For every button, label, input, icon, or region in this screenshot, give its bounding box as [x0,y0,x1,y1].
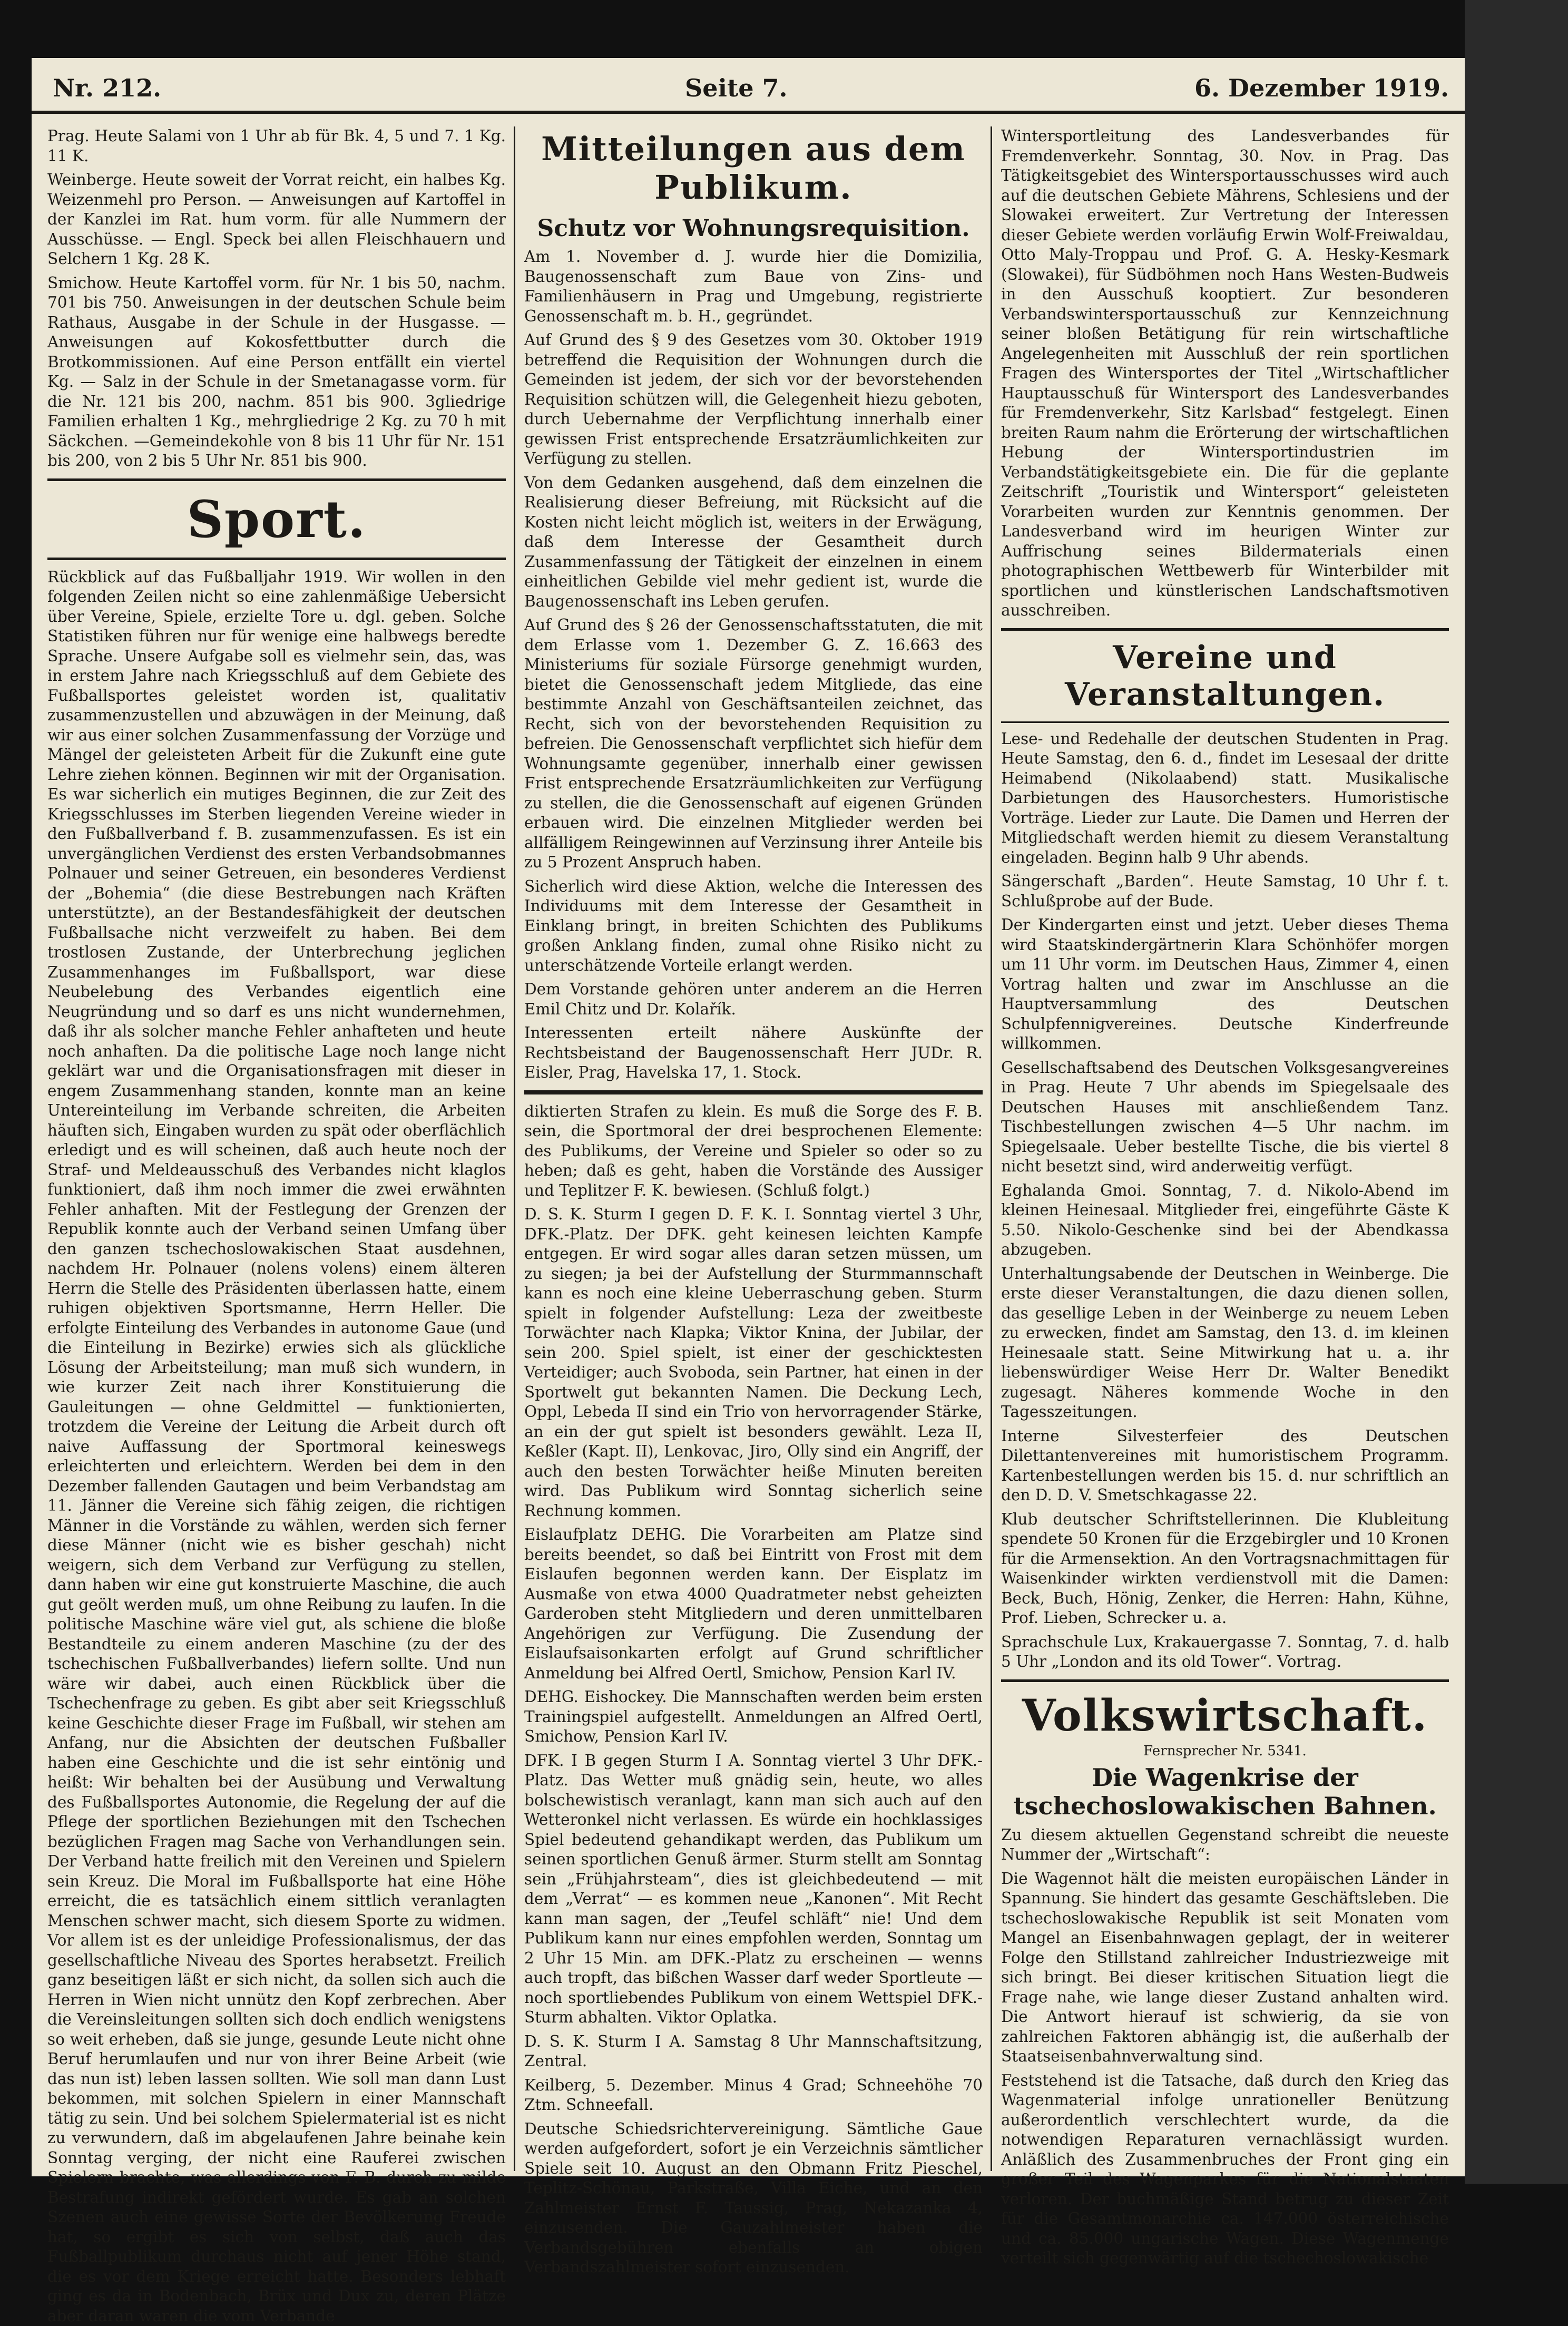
economy-paragraph: Zu diesem aktuellen Gegenstand schreibt die neueste Nummer der „Wirtschaft“: [1001,1825,1449,1865]
housing-paragraph: Dem Vorstande gehören unter anderem an die Herren Emil Chitz und Dr. Kolařík. [524,980,983,1019]
column-1 [47,126,506,2171]
scan-edge [1465,0,1568,2184]
wagon-crisis-title: Die Wagenkrise der tschechoslowakischen Bahnen. [1001,1763,1449,1820]
header-rule [32,111,1465,114]
issue-date: 6. Dezember 1919. [1194,74,1449,102]
issue-number: Nr. 212. [53,74,161,102]
section-divider [524,1090,983,1094]
housing-paragraph: Auf Grund des § 9 des Gesetzes vom 30. Oktober 1919 betreffend die Requisition der Wohnungen durch die Gemeinden ist jedem, der sich vor der bevorstehenden Requisition schützen will, die Gelegenheit hiezu geboten, durch Uebernahme der Verpflichtung innerhalb einer gewissen Frist entsprechende Ersatzräumlichkeiten zur Verfügung zu stellen. [524,330,983,469]
notice-prag: Prag. Heute Salami von 1 Uhr ab für Bk. 4, 5 und 7. 1 Kg. 11 K. [47,126,506,166]
housing-paragraph: Am 1. November d. J. wurde hier die Domizilia, Baugenossenschaft zum Baue von Zins- und Familienhäusern in Prag und Umgebung, registrierte Genossenschaft m. b. H., gegründet. [524,247,983,326]
housing-paragraph: Auf Grund des § 26 der Genossenschaftsstatuten, die mit dem Erlasse vom 1. Dezember G. Z. 16.663 des Ministeriums für soziale Fürsorge genehmigt wurden, bietet die Genossenschaft jedem Mitgliede, das eine bestimmte Anzahl von Geschäftsanteilen zeichnet, das Recht, sich von der bevorstehenden Requisition zu befreien. Die Genossenschaft verpflichtet sich hiefür dem Wohnungsamte gegenüber, innerhalb einer gewissen Frist entsprechende Ersatzräumlichkeiten zur Verfügung zu stellen, die die Genossenschaft auf eigenen Gründen erbauen wird. Die einzelnen Mitglieder werden bei allfälligem Reingewinnen auf Verzinsung ihrer Anteile bis zu 5 Prozent Anspruch haben. [524,615,983,873]
page-number: Seite 7. [685,74,788,102]
sport-item: D. S. K. Sturm I A. Samstag 8 Uhr Mannschaftsitzung, Zentral. [524,2032,983,2071]
event-item: Unterhaltungsabende der Deutschen in Weinberge. Die erste dieser Veranstaltungen, die dazu dienen sollen, das gesellige Leben in der Weinberge zu neuem Leben zu erwecken, findet am Samstag, den 13. d. im kleinen Heinesaale statt. Seine Mitwirkung hat u. a. ihr liebenswürdiger Weise Herr Dr. Walter Benedikt zugesagt. Näheres kommende Woche in den Tagesszeitungen. [1001,1264,1449,1422]
food-notices [47,126,506,471]
event-item: Lese- und Redehalle der deutschen Studenten in Prag. Heute Samstag, den 6. d., findet im Lesesaal der dritte Heimabend (Nikolaabend) statt. Musikalische Darbietungen des Hausorchesters. Humoristische Vorträge. Lieder zur Laute. Die Damen und Herren der Mitgliedschaft werden hiemit zu diesem Veranstaltung eingeladen. Beginn halb 9 Uhr abends. [1001,729,1449,868]
economy-paragraph: Feststehend ist die Tatsache, daß durch den Krieg das Wagenmaterial infolge unrationeller Benützung außerordentlich verschlechtert wurde, da die notwendigen Reparaturen vernachlässigt wurden. Anläßlich des Zusammenbruches der Front ging ein großer Teil des Wagenparkes für die Nationalstaaten verloren. Der buchmäßige Stand betrug zu dieser Zeit für die Gesamtmonarchie ca. 147.000 österreichische und ca. 85.000 ungarische Wagen. Diese Wagenmenge verteilt sich gegenwärtig auf die tschechoslowakische [1001,2071,1449,2269]
sport-article: Rückblick auf das Fußballjahr 1919. Wir wollen in den folgenden Zeilen nicht so eine zahlenmäßige Uebersicht über Vereine, Spiele, erzielte Tore u. dgl. geben. Solche Statistiken führen nur für wenige eine halbwegs beredte Sprache. Unsere Aufgabe soll es vielmehr sein, das, was in erstem Jahre nach Kriegsschluß auf dem Gebiete des Fußballsportes geleistet worden ist, qualitativ zusammenzustellen und abzuwägen in der Meinung, daß wir aus einer solchen Zusammenfassung der Vorzüge und Mängel der geleisteten Arbeit für die Zukunft eine gute Lehre ziehen können. Beginnen wir mit der Organisation. Es war sicherlich ein mutiges Beginnen, die zur Zeit des Kriegsschlusses im Sterben liegenden Vereine wieder in den Fußballverband f. B. zusammenzufassen. Es ist ein unvergänglichen Verdienst des ersten Verbandsobmannes Polnauer und seiner Getreuen, ein besonderes Verdienst der „Bohemia“ (die diese Bestrebungen nach Kräften unterstützte), an der Bestandesfähigkeit der deutschen Fußballsache nicht verzweifelt zu haben. Bei dem trostlosen Zustande, der Unterbrechung jeglichen Zusammenhanges im Fußballsport, war diese Neubelebung des Verbandes eigentlich eine Neugründung und so darf es uns nicht wundernehmen, daß ihr als solcher manche Fehler anhafteten und heute noch anhaften. Da die politische Lage noch lange nicht geklärt war und die Organisationsfragen mit dieser in engem Zusammenhang standen, konnte man an keine Untereinteilung im Verbande schreiten, die Arbeiten häuften sich, Eingaben wurden zu spät oder oberflächlich erledigt und es will scheinen, daß auch heute noch der Straf- und Meldeausschuß des Verbandes nicht klaglos funktioniert, daß ihm noch immer die zwei erwähnten Fehler anhaften. Mit der Festlegung der Grenzen der Republik konnte auch der Verband seinen Umfang über den ganzen tschechoslowakischen Staat ausdehnen, nachdem Hr. Polnauer (nolens volens) einem älteren Herrn die Stelle des Präsidenten überlassen hatte, einem ruhigen objektiven Sportsmanne, Herrn Heller. Die erfolgte Einteilung des Verbandes in autonome Gaue (und die Einteilung in Bezirke) erwies sich als glückliche Lösung der Arbeitsteilung; man muß sich wundern, in wie kurzer Zeit nach ihrer Konstituierung die Gauleitungen — ohne Geldmittel — funktionierten, trotzdem die Vereine der Leitung die Arbeit durch oft naive Auffassung der Sportmoral keineswegs erleichterten und erleichtern. Werden bei dem in den Dezember fallenden Gautagen und beim Verbandstag am 11. Jänner die Vereine sich fähig zeigen, die richtigen Männer in die Vorstände zu wählen, werden sich ferner diese Männer (nicht wie es bisher geschah) nicht weigern, sich dem Verband zur Verfügung zu stellen, dann haben wir eine gut konstruierte Maschine, die auch gut geölt werden muß, um ohne Reibung zu laufen. In die politische Maschine wäre viel gut, als schiene die bloße Bestandteile zu einem anderen Maschine (zu der des tschechischen Fußballverbandes) liefern sollte. Und nun wäre wir dabei, auch einen Rückblick über die Tschechenfrage zu geben. Es gibt aber seit Kriegsschluß keine Geschichte dieser Frage im Fußball, wir stehen am Anfang, nur die Absichten der deutschen Fußballer haben eine Geschichte und die ist sehr eintönig und heißt: Wir behalten bei der Ausübung und Verwaltung des Fußballsportes Autonomie, die Regelung der auf die Pflege der sportlichen Beziehungen mit den Tschechen bezüglichen Fragen mag Sache von Verhandlungen sein. Der Verband hatte freilich mit den Vereinen und Spielern sein Kreuz. Die Moral im Fußballsporte hat eine Höhe erreicht, die es tatsächlich einem sittlich veranlagten Menschen schwer macht, sich diesem Sporte zu widmen. Vor allem ist es der unleidige Professionalismus, der das gesellschaftliche Niveau des Sportes herabsetzt. Freilich ganz beseitigen läßt er sich nicht, da sollen sich auch die Herren in Wien nicht unnütz den Kopf zerbrechen. Aber die Vereinsleitungen sollten sich doch endlich wenigstens so weit erheben, daß sie junge, gesunde Leute nicht ohne Beruf herumlaufen und nur von ihrer Beine Arbeit (wie das nun ist) leben lassen sollten. Wie soll man dann Lust bekommen, mit solchen Spielern in einer Mannschaft tätig zu sein. Und bei solchem Spielermaterial ist es nicht zu verwundern, daß im abgelaufenen Jahre beinahe kein Sonntag verging, der nicht eine Rauferei zwischen Spielern brachte, was allerdings von F. B. durch zu milde Bestrafung indirekt gefördert wurde. Es gab an solchen Szenen auch eine gewisse Sorte der Bevölkerung Freude hat, so ergibt es sich von selbst, daß auch das Fußballpublikum durchaus nicht auf jener Höhe stand, die es vor dem Kriege erreicht hatte. Besonders lebhaft ging es da in Bodenbach, Brüx und Dux zu, deren Plätze aber daran waren die vom Verbande [47,568,506,2326]
vereine-heading: Vereine und Veranstaltungen. [1001,639,1449,713]
event-item: Gesellschaftsabend des Deutschen Volksgesangvereines in Prag. Heute 7 Uhr abends im Spiegelsaale des Deutschen Hauses mit anschließendem Tanz. Tischbestellungen zwischen 4—5 Uhr nachm. im Spiegelsaale. Ueber bestellte Tische, die bis viertel 8 nicht besetzt sind, wird anderweitig verfügt. [1001,1058,1449,1177]
column-rule [514,126,515,2171]
section-divider [47,558,506,560]
wintersport-notice: Wintersportleitung des Landesverbandes für Fremdenverkehr. Sonntag, 30. Nov. in Prag. Das Tätigkeitsgebiet des Wintersportausschusses wird auch auf die deutschen Gebiete Mährens, Schlesiens und der Slowakei erweitert. Zur Vertretung der Interessen dieser Gebiete werden vorläufig Erwin Wolf-Freiwaldau, Otto Maly-Troppau und Prof. G. A. Hesky-Kesmark (Slowakei), für Südböhmen noch Hans Westen-Budweis in den Ausschuß kooptiert. Zur besonderen Verbandswintersportausschuß zur Kennzeichnung seiner bloßen Betätigung für rein wirtschaftliche Angelegenheiten mit Ausschluß der rein sportlichen Fragen des Wintersportes der Titel „Wirtschaftlicher Hauptausschuß für Wintersport des Landesverbandes für Fremdenverkehr, Sitz Karlsbad“ festgelegt. Einen breiten Raum nahm die Erörterung der wirtschaftlichen Hebung der Wintersportindustrien im Verbandstätigkeitsgebiete ein. Die für die geplante Zeitschrift „Touristik und Wintersport“ geleisteten Vorarbeiten wurden zur Kenntnis genommen. Der Landesverband wird im heurigen Winter zur Auffrischung seines Bildermaterials einen photographischen Wettbewerb für Winterbilder mit sportlichen und künstlerischen Landschaftsmotiven ausschreiben. [1001,126,1449,621]
notice-weinberge: Weinberge. Heute soweit der Vorrat reicht, ein halbes Kg. Weizenmehl pro Person. — Anweisungen auf Kartoffel in der Kanzlei im Rat. hum vorm. für alle Nummern der Ausschüsse. — Engl. Speck bei allen Fleischhauern und Selchern 1 Kg. 28 K. [47,170,506,269]
column-2 [524,126,983,2171]
event-item: Der Kindergarten einst und jetzt. Ueber dieses Thema wird Staatskindergärtnerin Klara Schönhöfer morgen um 11 Uhr vorm. im Deutschen Haus, Zimmer 4, einen Vortrag halten und zwar im Anschlusse an die Hauptversammlung des Deutschen Schulpfennigvereines. Deutsche Kinderfreunde willkommen. [1001,915,1449,1054]
notice-smichow: Smichow. Heute Kartoffel vorm. für Nr. 1 bis 50, nachm. 701 bis 750. Anweisungen in der deutschen Schule beim Rathaus, Ausgabe in der Schule in der Husgasse. — Anweisungen auf Kokosfettbutter durch die Brotkommissionen. Auf eine Person entfällt ein viertel Kg. — Salz in der Schule in der Smetanagasse vorm. für die Nr. 121 bis 200, nachm. 851 bis 900. 3gliedrige Familien erhalten 1 Kg., mehrgliedrige 2 Kg. zu 70 h mit Säckchen. —Gemeindekohle von 8 bis 11 Uhr für Nr. 151 bis 200, von 2 bis 5 Uhr Nr. 851 bis 900. [47,273,506,471]
column-rule [991,126,992,2171]
sport-item: D. S. K. Sturm I gegen D. F. K. I. Sonntag viertel 3 Uhr, DFK.-Platz. Der DFK. geht keinesen leichten Kampfe entgegen. Er wird sogar alles daran setzen müssen, um zu siegen; ja bei der Aufstellung der Sturmmannschaft kann es noch eine kleine Ueberraschung geben. Sturm spielt in folgender Aufstellung: Leza der zweitbeste Torwächter nach Klapka; Viktor Knina, der Jubilar, der sein 200. Spiel spielt, ist einer der geschicktesten Verteidiger; auch Svoboda, sein Partner, hat einen in der Sportwelt gut bekannten Namen. Die Deckung Lech, Oppl, Lebeda II sind ein Trio von hervorragender Stärke, an ein der gut spielt ist besonders gewählt. Leza II, Keßler (Kapt. II), Lenkovac, Jiro, Olly sind ein Angriff, der auch den besten Torwächter heiße Minuten bereiten wird. Das Publikum wird Sonntag sicherlich seine Rechnung kommen. [524,1205,983,1521]
sport-item: DEHG. Eishockey. Die Mannschaften werden beim ersten Trainingspiel aufgestellt. Anmeldungen an Alfred Oertl, Smichow, Pension Karl IV. [524,1687,983,1747]
event-item: Sängerschaft „Barden“. Heute Samstag, 10 Uhr f. t. Schlußprobe auf der Bude. [1001,872,1449,911]
public-notices-heading: Mitteilungen aus dem Publikum. [524,130,983,207]
sport-item: Deutsche Schiedsrichtervereinigung. Sämtliche Gaue werden aufgefordert, sofort je ein Verzeichnis sämtlicher Spiele seit 10. August an den Obmann Fritz Pieschel, Teplitz-Schönau, Parkstraße, Villa Eiche, und an den Zahlmeister Ernst F. Taussig, Prag, Nekazanka 4, einzusenden. Die Gauzahlmeister haben die Verbandsgebühren ebenfalls an obigen Verbandszahlmeister sofort einzusenden. [524,2119,983,2278]
column-3 [1001,126,1449,2171]
section-divider [1001,721,1449,723]
section-divider [47,478,506,481]
housing-paragraph: Sicherlich wird diese Aktion, welche die Interessen des Individuums mit dem Interesse der Gesamtheit in Einklang bringt, in breiten Schichten des Publikums großen Anklang finden, zumal ohne Risiko nicht zu unterschätzende Vorteile erlangt werden. [524,877,983,976]
housing-article-title: Schutz vor Wohnungsrequisition. [524,215,983,242]
sport-heading: Sport. [47,490,506,549]
economy-paragraph: Die Wagennot hält die meisten europäischen Länder in Spannung. Sie hindert das gesamte Geschäftsleben. Die tschechoslowakische Republik ist seit Monaten vom Mangel an Eisenbahnwagen geplagt, der in weiterer Folge den Stillstand zahlreicher Industriezweige mit sich bringt. Bei dieser kritischen Situation liegt die Frage nahe, wie lange dieser Zustand anhalten wird. Die Antwort hierauf ist schwierig, da sie von zahlreichen Faktoren abhängig ist, die außerhalb der Staatseisenbahnverwaltung sind. [1001,1869,1449,2067]
newspaper-page [32,58,1465,2176]
sport-item: Keilberg, 5. Dezember. Minus 4 Grad; Schneehöhe 70 Ztm. Schneefall. [524,2076,983,2115]
event-item: Sprachschule Lux, Krakauergasse 7. Sonntag, 7. d. halb 5 Uhr „London and its old Tower“. Vortrag. [1001,1633,1449,1672]
section-divider [1001,1679,1449,1682]
event-item: Eghalanda Gmoi. Sonntag, 7. d. Nikolo-Abend im kleinen Heinesaal. Mitglieder frei, eingeführte Gäste K 5.50. Nikolo-Geschenke sind bei der Abendkassa abzugeben. [1001,1181,1449,1260]
sport-continued: diktierten Strafen zu klein. Es muß die Sorge des F. B. sein, die Sportmoral der drei besprochenen Elemente: des Publikums, der Vereine und Spieler so oder so zu heben; daß es geht, haben die Vorstände des Aussiger und Teplitzer F. K. bewiesen. (Schluß folgt.) [524,1102,983,1201]
housing-paragraph: Von dem Gedanken ausgehend, daß dem einzelnen die Realisierung dieser Befreiung, mit Rücksicht auf die Kosten nicht leicht möglich ist, weiters in der Erwägung, daß dem Interesse der Gesamtheit durch Zusammenfassung der Tätigkeit der einzelnen in einem einheitlichen Gebilde viel mehr gedient ist, wurde die Baugenossenschaft ins Leben gerufen. [524,473,983,612]
volkswirtschaft-heading: Volkswirtschaft. [1001,1690,1449,1741]
event-item: Klub deutscher Schriftstellerinnen. Die Klubleitung spendete 50 Kronen für die Erzgebirgler und 10 Kronen für die Armensektion. An den Vortragsnachmittagen für Waisenkinder wirkten verdienstvoll mit die Damen: Beck, Buch, Hönig, Zenker, die Herren: Hahn, Kühne, Prof. Lieben, Schrecker u. a. [1001,1510,1449,1628]
housing-paragraph: Interessenten erteilt nähere Auskünfte der Rechtsbeistand der Baugenossenschaft Herr JUDr. R. Eisler, Prag, Havelska 17, 1. Stock. [524,1023,983,1083]
sport-item: DFK. I B gegen Sturm I A. Sonntag viertel 3 Uhr DFK.-Platz. Das Wetter muß gnädig sein, heute, wo alles bolschewistisch veranlagt, kann man sich auch auf den Wetteronkel nicht verlassen. Es würde ein hochklassiges Spiel bedeutend gehandikapt werden, das Publikum um seinen sportlichen Genuß ärmer. Sturm stellt am Sonntag sein „Frühjahrsteam“, dies ist gleichbedeutend — mit dem „Verrat“ — es kommen neue „Kanonen“. Mit Recht kann man sagen, der „Teufel schläft“ nie! Und dem Publikum kann nur eines empfohlen werden, Sonntag um 2 Uhr 15 Min. am DFK.-Platz zu erscheinen — wenns auch tropft, das bißchen Wasser darf weder Sportleute — noch sportliebendes Publikum von einem Wettspiel DFK.-Sturm abhalten. Viktor Oplatka. [524,1751,983,2028]
sport-item: Eislaufplatz DEHG. Die Vorarbeiten am Platze sind bereits beendet, so daß bei Eintritt von Frost mit dem Eislaufen begonnen werden kann. Der Eisplatz im Ausmaße von etwa 4000 Quadratmeter nebst geheizten Garderoben steht Mitgliedern und deren unmittelbaren Angehörigen zur Verfügung. Die Zusendung der Eislaufsaisonkarten erfolgt auf Grund schriftlicher Anmeldung bei Alfred Oertl, Smichow, Pension Karl IV. [524,1525,983,1683]
event-item: Interne Silvesterfeier des Deutschen Dilettantenvereines mit humoristischem Programm. Kartenbestellungen werden bis 15. d. nur schriftlich an den D. D. V. Smetschkagasse 22. [1001,1426,1449,1506]
section-divider [1001,628,1449,631]
phone-number: Fernsprecher Nr. 5341. [1001,1743,1449,1759]
